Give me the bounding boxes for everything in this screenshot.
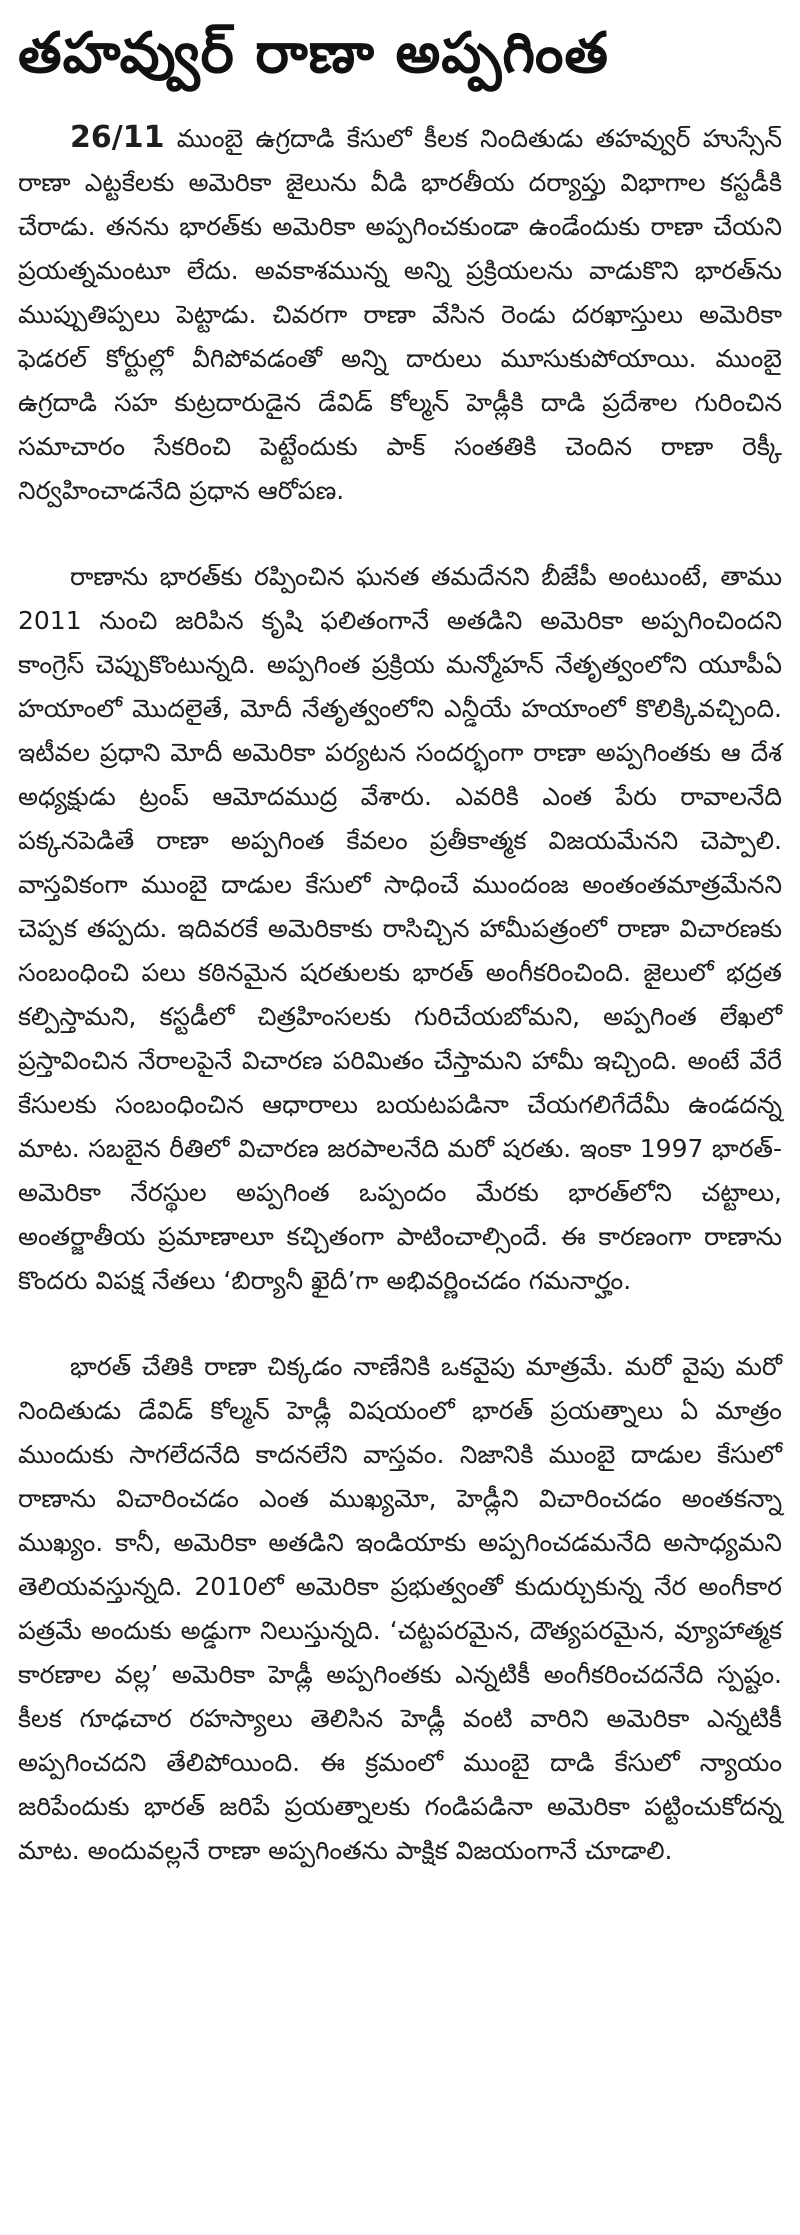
article-paragraph-1 [18,116,782,513]
article-paragraph-3: భారత్ చేతికి రాణా చిక్కడం నాణేనికి ఒకవైపు మాత్రమే. మరో వైపు మరో నిందితుడు డేవిడ్ కోల్మన్ హెడ్లీ విషయంలో భారత్ ప్రయత్నాలు ఏ మాత్రం ముందుకు సాగలేదనేది కాదనలేని వాస్తవం. నిజానికి ముంబై దాడుల కేసులో రాణాను విచారించడం ఎంత ముఖ్యమో, హెడ్లీని విచారించడం అంతకన్నా ముఖ్యం. కానీ, అమెరికా అతడిని ఇండియాకు అప్పగించడమనేది అసాధ్యమని తెలియవస్తున్నది. 2010లో అమెరికా ప్రభుత్వంతో కుదుర్చుకున్న నేర అంగీకార పత్రమే అందుకు అడ్డుగా నిలుస్తున్నది. ‘చట్టపరమైన, దౌత్యపరమైన, వ్యూహాత్మక కారణాల వల్ల’ అమెరికా హెడ్లీ అప్పగింతకు ఎన్నటికీ అంగీకరించదనేది స్పష్టం. కీలక గూఢచార రహస్యాలు తెలిసిన హెడ్లీ వంటి వారిని అమెరికా ఎన్నటికీ అప్పగించదని తేలిపోయింది. ఈ క్రమంలో ముంబై దాడి కేసులో న్యాయం జరిపేందుకు భారత్ జరిపే ప్రయత్నాలకు గండిపడినా అమెరికా పట్టించుకోదన్న మాట. అందువల్లనే రాణా అప్పగింతను పాక్షిక విజయంగానే చూడాలి. [18,1352,782,1865]
article-headline: తహవ్వుర్ రాణా అప్పగింత [18,21,610,86]
paragraph-lead-number: 26/11 [70,120,165,155]
article-paragraph-2: రాణాను భారత్‌కు రప్పించిన ఘనత తమదేనని బీజేపీ అంటుంటే, తాము 2011 నుంచి జరిపిన కృషి ఫలితంగానే అతడిని అమెరికా అప్పగించిందని కాంగ్రెస్ చెప్పుకొంటున్నది. అప్పగింత ప్రక్రియ మన్మోహన్ నేతృత్వంలోని యూపీఏ హయాంలో మొదలైతే, మోదీ నేతృత్వంలోని ఎన్డీయే హయాంలో కొలిక్కివచ్చింది. ఇటీవల ప్రధాని మోదీ అమెరికా పర్యటన సందర్భంగా రాణా అప్పగింతకు ఆ దేశ అధ్యక్షుడు ట్రంప్ ఆమోదముద్ర వేశారు. ఎవరికి ఎంత పేరు రావాలనేది పక్కనపెడితే రాణా అప్పగింత కేవలం ప్రతీకాత్మక విజయమేనని చెప్పాలి. వాస్తవికంగా ముంబై దాడుల కేసులో సాధించే ముందంజ అంతంతమాత్రమేనని చెప్పక తప్పదు. ఇదివరకే అమెరికాకు రాసిచ్చిన హామీపత్రంలో రాణా విచారణకు సంబంధించి పలు కఠినమైన షరతులకు భారత్ అంగీకరించింది. జైలులో భద్రత కల్పిస్తామని, కస్టడీలో చిత్రహింసలకు గురిచేయబోమని, అప్పగింత లేఖలో ప్రస్తావించిన నేరాలపైనే విచారణ పరిమితం చేస్తామని హామీ ఇచ్చింది. అంటే వేరే కేసులకు సంబంధించిన ఆధారాలు బయటపడినా చేయగలిగేదేమీ ఉండదన్న మాట. సబబైన రీతిలో విచారణ జరపాలనేది మరో షరతు. ఇంకా 1997 భారత్-అమెరికా నేరస్థుల అప్పగింత ఒప్పందం మేరకు భారత్‌లోని చట్టాలు, అంతర్జాతీయ ప్రమాణాలూ కచ్చితంగా పాటించాల్సిందే. ఈ కారణంగా రాణాను కొందరు విపక్ష నేతలు ‘బిర్యానీ ఖైదీ’గా అభివర్ణించడం గమనార్హం. [18,562,782,1295]
paragraph-1-text: ముంబై ఉగ్రదాడి కేసులో కీలక నిందితుడు తహవ్వుర్ హుస్సేన్ రాణా ఎట్టకేలకు అమెరికా జైలును వీడి భారతీయ దర్యాప్తు విభాగాల కస్టడీకి చేరాడు. తనను భారత్‌కు అమెరికా అప్పగించకుండా ఉండేందుకు రాణా చేయని ప్రయత్నమంటూ లేదు. అవకాశమున్న అన్ని ప్రక్రియలను వాడుకొని భారత్‌ను ముప్పుతిప్పలు పెట్టాడు. చివరగా రాణా వేసిన రెండు దరఖాస్తులు అమెరికా ఫెడరల్ కోర్టుల్లో వీగిపోవడంతో అన్ని దారులు మూసుకుపోయాయి. ముంబై ఉగ్రదాడి సహ కుట్రదారుడైన డేవిడ్ కోల్మన్ హెడ్లీకి దాడి ప్రదేశాల గురించిన సమాచారం సేకరించి పెట్టేందుకు పాక్ సంతతికి చెందిన రాణా రెక్కీ నిర్వహించాడనేది ప్రధాన ఆరోపణ. [18,124,782,505]
